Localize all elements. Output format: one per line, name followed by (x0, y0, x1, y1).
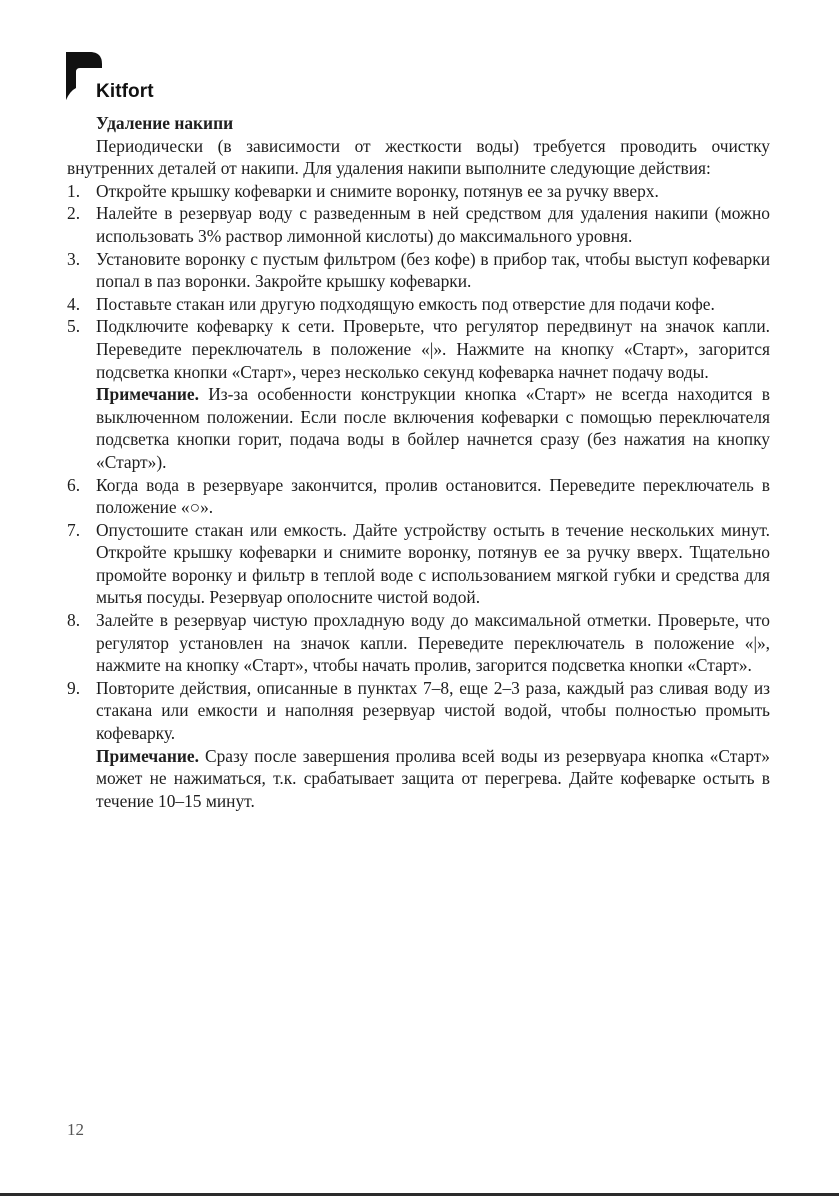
step-text: Когда вода в резервуаре закончится, пролив остановится. Переведите переключатель в положение «○». (96, 474, 770, 518)
steps-list (67, 180, 770, 813)
step-body (96, 202, 770, 247)
step-text: Откройте крышку кофеварки и снимите воронку, потянув ее за ручку вверх. (96, 180, 659, 201)
list-item (67, 202, 770, 247)
note-text: Из-за особенности конструкции кнопка «Старт» не всегда находится в выключенном положении. Если после включения кофеварки с помощью переключателя подсветка кнопки горит, подача воды в бойлер начнется сразу (без нажатия на кнопку «Старт»). (96, 384, 770, 472)
step-body (96, 180, 770, 203)
step-number: 3. (67, 248, 81, 269)
step-body (96, 519, 770, 609)
section-title: Удаление накипи (96, 113, 234, 133)
list-item (67, 474, 770, 519)
step-text: Подключите кофеварку к сети. Проверьте, что регулятор передвинут на значок капли. Переведите переключатель в положение «|». Нажмите на кнопку «Старт», загорится подсветка кнопки «Старт», через несколько секунд кофеварка начнет подачу воды. (96, 316, 770, 382)
step-note (96, 745, 770, 813)
note-text: Сразу после завершения пролива всей воды из резервуара кнопка «Старт» может не нажиматься, т.к. срабатывает защита от перегрева. Дайте кофеварке остыть в течение 10–15 минут. (96, 745, 770, 811)
step-number: 1. (67, 180, 81, 201)
intro-paragraph: Периодически (в зависимости от жесткости воды) требуется проводить очистку внутренних деталей от накипи. Для удаления накипи выполните следующие действия: (67, 135, 770, 179)
step-number: 6. (67, 474, 81, 495)
list-item (67, 293, 770, 316)
document-body (67, 112, 770, 812)
step-body (96, 248, 770, 293)
step-number: 5. (67, 316, 81, 337)
step-text: Залейте в резервуар чистую прохладную воду до максимальной отметки. Проверьте, что регулятор установлен на значок капли. Переведите переключатель в положение «|», нажмите на кнопку «Старт», чтобы начать пролив, загорится подсветка кнопки «Старт». (96, 610, 770, 676)
step-number: 7. (67, 519, 81, 540)
step-number: 2. (67, 203, 81, 224)
step-number: 9. (67, 677, 81, 698)
step-note (96, 383, 770, 473)
list-item (67, 677, 770, 813)
note-label: Примечание. (96, 384, 199, 405)
list-item (67, 609, 770, 677)
step-body (96, 474, 770, 519)
step-text: Установите воронку с пустым фильтром (без кофе) в прибор так, чтобы выступ кофеварки попал в паз воронки. Закройте крышку кофеварки. (96, 248, 770, 292)
list-item (67, 180, 770, 203)
step-number: 8. (67, 610, 81, 631)
step-number: 4. (67, 293, 81, 314)
list-item (67, 315, 770, 473)
step-body (96, 315, 770, 473)
step-body (96, 293, 770, 316)
brand-name: Kitfort (96, 81, 154, 102)
note-label: Примечание. (96, 745, 199, 766)
step-body (96, 609, 770, 677)
list-item (67, 519, 770, 609)
step-body (96, 677, 770, 813)
page-number: 12 (67, 1120, 84, 1139)
step-text: Налейте в резервуар воду с разведенным в ней средством для удаления накипи (можно использовать 3% раствор лимонной кислоты) до максимального уровня. (96, 203, 770, 246)
step-text: Поставьте стакан или другую подходящую емкость под отверстие для подачи кофе. (96, 293, 715, 314)
step-text: Повторите действия, описанные в пунктах 7–8, еще 2–3 раза, каждый раз сливая воду из стакана или емкости и наполняя резервуар чистой водой, чтобы полностью промыть кофеварку. (96, 677, 770, 744)
list-item (67, 248, 770, 293)
step-text: Опустошите стакан или емкость. Дайте устройству остыть в течение нескольких минут. Откройте крышку кофеварки и снимите воронку, потянув ее за ручку вверх. Тщательно промойте воронку и фильтр в теплой воде с использованием мягкой губки и средства для мытья посуды. Резервуар ополосните чистой водой. (96, 519, 770, 608)
